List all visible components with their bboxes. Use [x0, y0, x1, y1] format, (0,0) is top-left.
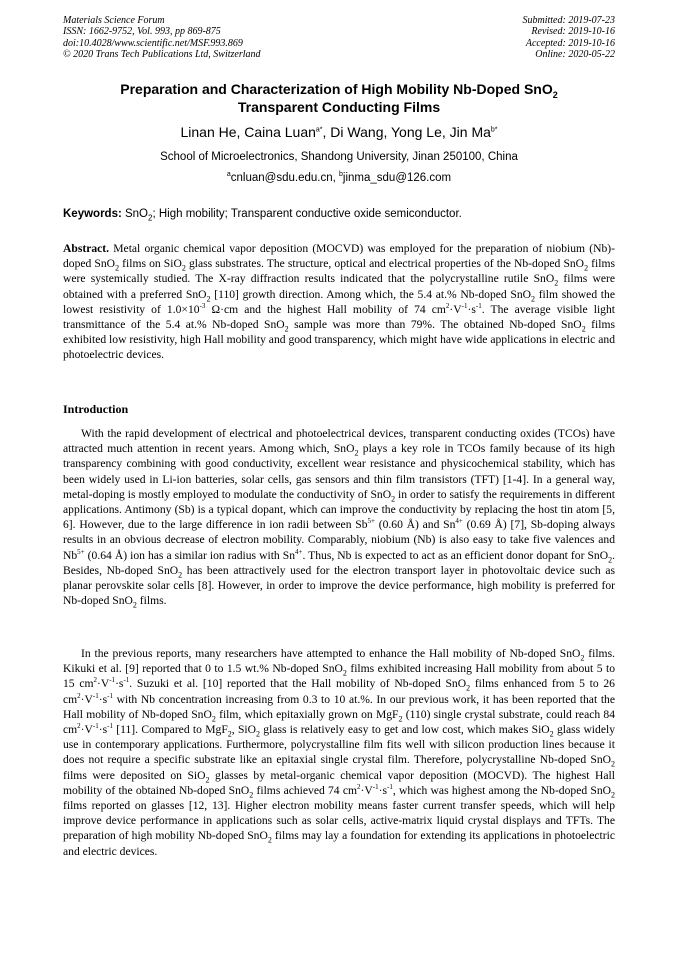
author-emails: $^a$cnluan@sdu.edu.cn, $^b$jinma_sdu@126.com [226, 171, 452, 184]
paper-title: Preparation and Characterization of High Mobility Nb-Doped SnO$_2$ Transparent Conducting Films [120, 81, 558, 115]
accepted-date: Accepted: 2019-10-16 [525, 37, 615, 49]
affiliation: School of Microelectronics, Shandong University, Jinan 250100, China [160, 151, 518, 163]
section-heading-introduction: Introduction [63, 402, 129, 416]
email-b-link[interactable]: jinma_sdu@126.com [342, 172, 452, 184]
intro-paragraph-1: With the rapid development of electrical and photoelectrical devices, transparent conducting oxides (TCOs) have attracted much attention in recent years. Among which, SnO$_2$ plays a key role in TCOs family because of its high transparency combining with good conductivity, excellent wear resistance and physicochemical stability, which has been widely used in Li-ion batteries, solar cells, gas sensors and thin film transistors (TFT) [1-4]. In a general way, metal-doping is mostly employed to modulate the conductivity of SnO$_2$ in order to satisfy the requirements in different applications. Antimony (Sb) is a typical dopant, which can improve the conductivity by replacing the host tin atom [5, 6]. However, due to the large difference in ion radii between $Sb^{5+}$ (0.60 Å) and $Sn^{4+}$ (0.69 Å) [7], Sb-doping always results in an obvious decrease of electron mobility. Comparably, niobium (Nb) is also easy to take five valences and $Nb^{5+}$ (0.64 Å) ion has a similar ion radius with $Sn^{4+}$. Thus, Nb is expected to act as an efficient donor dopant for SnO$_2$. Besides, Nb-doped SnO$_2$ has been attractively used for the electron transport layer in photovoltaic device such as planar perovskite solar cells [8]. However, in order to improve the device performance, high mobility is preferred for Nb-doped SnO$_2$ films. [63, 427, 615, 610]
intro-paragraph-2: In the previous reports, many researchers have attempted to enhance the Hall mobility of Nb-doped SnO$_2$ films. Kikuki et al. [9] reported that 0 to 1.5 wt.% Nb-doped SnO$_2$ films exhibited increasing Hall mobility from about 5 to 15 $cm^2\cdot V^{-1}\cdot s^{-1}$. Suzuki et al. [10] reported that the Hall mobility of Nb-doped SnO$_2$ films enhanced from 5 to 26 $cm^2\cdot V^{-1}\cdot s^{-1}$ with Nb concentration increasing from 0.3 to 10 at.%. In our previous work, it has been reported that the Hall mobility of Nb-doped SnO$_2$ film, which epitaxially grown on MgF$_2$ (110) single crystal substrate, could reach 84 $cm^2\cdot V^{-1}\cdot s^{-1}$ [11]. Compared to MgF$_2$, SiO$_2$ glass is relatively easy to get and low cost, which makes SiO$_2$ glass widely use in contemporary applications. Furthermore, polycrystalline film fits well with silicon production lines because it does not require a specific substrate like an epitaxial single crystal film. Therefore, polycrystalline Nb-doped SnO$_2$ films were deposited on SiO$_2$ glasses by metal-organic chemical vapor deposition (MOCVD). The highest Hall mobility of the obtained Nb-doped SnO$_2$ films achieved 74 $cm^2\cdot V^{-1}\cdot s^{-1}$, which was highest among the Nb-doped SnO$_2$ films reported on glasses [12, 13]. Higher electron mobility means faster current transfer speeds, which will help improve device performance in applications such as solar cells, active-matrix liquid crystal displays and TFTs. The preparation of high mobility Nb-doped SnO$_2$ films may lay a foundation for extending its applications in photoelectric and electric devices. [63, 647, 615, 858]
abstract: Abstract. Metal organic chemical vapor deposition (MOCVD) was employed for the preparation of niobium (Nb)-doped SnO$_2$ films on SiO$_2$ glass substrates. The structure, optical and electrical properties of the Nb-doped SnO$_2$ films were systemically studied. The X-ray diffraction results indicated that the polycrystalline rutile SnO$_2$ films were obtained with a preferred SnO$_2$ [110] growth direction. Among which, the 5.4 at.% Nb-doped SnO$_2$ film showed the lowest resistivity of $1.0\times 10^{-3}$ Ω·cm and the highest Hall mobility of 74 $cm^2\cdot V^{-1}\cdot s^{-1}$. The average visible light transmittance of the 5.4 at.% Nb-doped SnO$_2$ sample was more than 79%. The obtained Nb-doped SnO$_2$ films exhibited low resistivity, high Hall mobility and good transparency, which might have wide applications in electric and photoelectric devices. [63, 242, 616, 362]
online-date: Online: 2020-05-22 [535, 49, 615, 61]
copyright-line: © 2020 Trans Tech Publications Ltd, Switzerland [63, 49, 261, 61]
author-list: Linan He, Caina Luan$^{a*}$, Di Wang, Yong Le, Jin $Ma^{b*}$ [180, 124, 498, 140]
submitted-date: Submitted: 2019-07-23 [522, 15, 615, 26]
email-a-link[interactable]: cnluan@sdu.edu.cn, [230, 172, 339, 184]
journal-header-left [63, 15, 261, 61]
revised-date: Revised: 2019-10-16 [531, 26, 615, 38]
journal-header-right [523, 15, 616, 61]
issn-line: ISSN: 1662-9752, Vol. 993, pp 869-875 [63, 26, 221, 38]
journal-name: Materials Science Forum [63, 15, 165, 26]
keywords: Keywords: SnO$_2$; High mobility; Transparent conductive oxide semiconductor. [63, 208, 462, 223]
doi-line[interactable]: doi:10.4028/www.scientific.net/MSF.993.869 [63, 37, 243, 49]
